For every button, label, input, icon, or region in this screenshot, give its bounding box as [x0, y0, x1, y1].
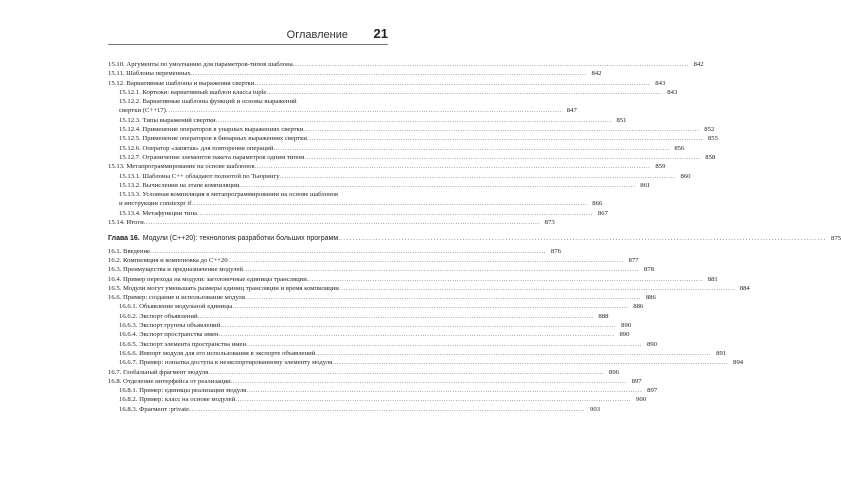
leader-dots	[239, 181, 634, 190]
toc-entry-title: 15.12.3. Типы выражений свертки	[119, 116, 216, 124]
toc-entry-page: 843	[667, 88, 678, 96]
toc-entry-title: 16.6.7. Пример: попытка доступа к неэкспортированному элементу модуля	[119, 359, 333, 367]
toc-entry[interactable]	[108, 190, 603, 209]
leader-dots	[228, 256, 623, 265]
toc-entry-page: 842	[591, 70, 602, 78]
toc-entry-title: 16.6.3. Экспорт группы объявлений	[119, 322, 221, 330]
header-section-title: Оглавление	[286, 29, 348, 41]
toc-entry[interactable]	[108, 405, 601, 414]
leader-dots	[144, 218, 539, 227]
toc-entry-page: 884	[739, 284, 750, 292]
toc-entry[interactable]	[108, 218, 555, 227]
leader-dots	[245, 293, 640, 302]
toc-entry-page: 894	[733, 359, 744, 367]
toc-entry-page: 860	[680, 172, 691, 180]
toc-entry[interactable]	[108, 144, 685, 153]
toc-entry[interactable]	[108, 79, 666, 88]
toc-entry[interactable]	[108, 172, 691, 181]
toc-entry-page: 876	[550, 247, 561, 255]
leader-dots	[293, 60, 688, 69]
toc-entry[interactable]	[108, 209, 608, 218]
leader-dots	[307, 275, 702, 284]
leader-dots	[208, 368, 603, 377]
toc-entry[interactable]	[108, 293, 656, 302]
toc-entry-page: 891	[716, 349, 727, 357]
leader-dots	[303, 125, 698, 134]
toc-entry-page: 888	[598, 312, 609, 320]
toc-entry-title: 16.8.2. Пример: класс на основе модулей	[119, 396, 236, 404]
toc-entry-page: 855	[707, 135, 718, 143]
leader-dots	[191, 199, 586, 208]
toc-entry-page: 896	[609, 368, 620, 376]
running-header	[108, 26, 388, 45]
leader-dots	[246, 340, 641, 349]
toc-entry[interactable]	[108, 60, 704, 69]
leader-dots	[246, 386, 641, 395]
toc-entry-page: 897	[631, 377, 642, 385]
leader-dots	[191, 69, 586, 78]
toc-entry[interactable]	[108, 116, 627, 125]
toc-entry-title: 16.1. Введение	[108, 247, 151, 255]
toc-entry-page: 843	[655, 79, 666, 87]
leader-dots	[232, 302, 627, 311]
leader-dots	[198, 312, 593, 321]
toc-entry-title: 15.13. Метапрограммирование на основе шаблонов	[108, 163, 255, 171]
toc-entry-title: 16.8.3. Фрагмент :private	[119, 405, 190, 413]
chapter-title: Модули (C++20): технология разработки больших программ	[142, 235, 339, 243]
toc-entry[interactable]	[108, 125, 715, 134]
toc-section-16	[108, 247, 750, 414]
toc-entry[interactable]	[108, 247, 561, 256]
leader-dots	[219, 330, 614, 339]
toc-entry[interactable]	[108, 284, 750, 293]
toc-entry-title-line1: 15.12.2. Вариативные шаблоны функций и основы выражений	[119, 98, 297, 106]
leader-dots	[197, 209, 592, 218]
toc-entry[interactable]	[108, 181, 651, 190]
toc-entry-title: 15.11. Шаблоны переменных	[108, 70, 191, 78]
leader-dots	[220, 321, 615, 330]
toc-entry-page: 842	[693, 61, 704, 68]
toc-entry-title-line2: свертки (C++17)	[119, 107, 166, 115]
toc-entry-title: 16.2. Компиляция и компоновка до C++20	[108, 256, 228, 264]
chapter-label: Глава 16.	[108, 235, 140, 243]
toc-entry-page: 851	[616, 116, 627, 124]
leader-dots	[280, 172, 675, 181]
toc-entry-title: 16.8.1. Пример: единицы реализации модуля	[119, 387, 247, 395]
toc-entry-title: 15.12.6. Оператор «запятая» для повторения операций	[119, 144, 274, 152]
leader-dots	[339, 284, 734, 293]
leader-dots	[266, 88, 661, 97]
toc-entry[interactable]	[108, 88, 678, 97]
toc-entry-title: 16.6.2. Экспорт объявлений	[119, 312, 198, 320]
toc-entry-title: 16.6.6. Импорт модуля для его использования в экспорте объявлений	[119, 349, 316, 357]
toc-entry-page: 873	[544, 219, 555, 227]
toc-entry-page: 861	[640, 181, 651, 189]
chapter-page: 875	[831, 235, 841, 243]
leader-dots	[216, 116, 611, 125]
toc-entry-title: 15.14. Итоги	[108, 219, 144, 227]
toc-entry-title: 16.6.5. Экспорт элемента пространства имен	[119, 340, 247, 348]
toc-entry-page: 858	[705, 153, 716, 161]
leader-dots	[243, 265, 638, 274]
leader-dots	[254, 162, 649, 171]
leader-dots	[338, 234, 825, 243]
toc-entry-page: 859	[655, 163, 666, 171]
toc-entry-title: 16.6.1. Объявление модульной единицы	[119, 303, 233, 311]
leader-dots	[254, 79, 649, 88]
toc-entry-title: 16.4. Пример перехода на модули: заголовочные единицы трансляции	[108, 275, 307, 283]
toc-entry-page: 856	[674, 144, 685, 152]
toc-entry-page: 890	[646, 340, 657, 348]
toc-entry-page: 903	[590, 405, 601, 413]
toc-entry[interactable]	[108, 162, 666, 171]
toc-entry-title: 16.8. Отделение интерфейса от реализации	[108, 377, 231, 385]
toc-entry[interactable]	[108, 386, 658, 395]
toc-entry[interactable]	[108, 321, 632, 330]
toc-entry-title-line2: и инструкции constexpr if	[119, 200, 192, 208]
toc-entry-title: 15.13.2. Вычисления на этапе компиляции	[119, 181, 240, 189]
leader-dots	[307, 134, 702, 143]
toc-entry-page: 867	[597, 209, 608, 217]
toc-entry[interactable]	[108, 340, 657, 349]
toc-entry-title: 15.13.1. Шаблоны C++ обладают полнотой по Тьюрингу	[119, 172, 280, 180]
toc-entry[interactable]	[108, 302, 644, 311]
toc-entry-title: 15.13.4. Метафункции типа	[119, 209, 197, 217]
leader-dots	[315, 349, 710, 358]
toc-entry-page: 890	[621, 322, 632, 330]
toc-entry-title: 15.12.7. Ограничение элементов пакета параметров одним типом	[119, 153, 305, 161]
toc-section-15	[108, 60, 718, 227]
toc-entry[interactable]	[108, 330, 630, 339]
toc-entry-title: 15.10. Аргументы по умолчанию для параметров-типов шаблона	[108, 61, 293, 68]
leader-dots	[273, 144, 668, 153]
table-of-contents	[108, 60, 841, 414]
toc-entry[interactable]	[108, 275, 718, 284]
toc-entry-page: 900	[636, 396, 647, 404]
toc-chapter-16[interactable]	[108, 234, 841, 243]
toc-entry-page: 847	[566, 107, 577, 115]
toc-entry[interactable]	[108, 153, 716, 162]
toc-entry-title: 16.5. Модули могут уменьшать размеры единиц трансляции и время компиляции	[108, 284, 339, 292]
toc-entry[interactable]	[108, 349, 727, 358]
toc-entry-title: 15.12.1. Кортежи: вариативный шаблон класса tuple	[119, 88, 267, 96]
toc-entry-page: 890	[619, 331, 630, 339]
leader-dots	[332, 358, 727, 367]
toc-entry[interactable]	[108, 265, 654, 274]
toc-entry[interactable]	[108, 395, 647, 404]
toc-entry-title: 16.6.4. Экспорт пространства имен	[119, 331, 219, 339]
toc-entry-title: 15.12.4. Применение операторов в унарных выражениях свертки	[119, 126, 304, 134]
toc-entry-page: 897	[647, 387, 658, 395]
toc-entry-title: 15.12. Вариативные шаблоны и выражения свертки	[108, 79, 255, 87]
toc-entry[interactable]	[108, 134, 718, 143]
toc-entry-page: 881	[707, 275, 718, 283]
toc-entry-title-line1: 15.13.3. Условная компиляция в метапрограммировании на основе шаблонов	[119, 191, 339, 199]
leader-dots	[304, 153, 699, 162]
toc-entry[interactable]	[108, 97, 577, 116]
toc-entry-page: 886	[645, 294, 656, 302]
leader-dots	[150, 247, 545, 256]
toc-entry-page: 886	[633, 303, 644, 311]
toc-entry-title: 16.6. Пример: создание и использование модуля	[108, 294, 245, 302]
header-page-number: 21	[373, 26, 388, 41]
toc-entry-title: 15.12.5. Применение операторов в бинарных выражениях свертки	[119, 135, 307, 143]
leader-dots	[166, 106, 561, 115]
toc-entry-title: 16.3. Преимущества и предназначение модулей	[108, 266, 243, 274]
toc-entry[interactable]	[108, 368, 620, 377]
toc-entry[interactable]	[108, 358, 744, 367]
toc-entry-page: 866	[592, 200, 603, 208]
toc-entry-page: 852	[704, 126, 715, 134]
leader-dots	[235, 395, 630, 404]
toc-entry-page: 878	[643, 266, 654, 274]
toc-entry-page: 877	[628, 256, 639, 264]
toc-entry[interactable]	[108, 377, 642, 386]
leader-dots	[231, 377, 626, 386]
leader-dots	[189, 405, 584, 414]
toc-entry[interactable]	[108, 312, 609, 321]
toc-entry-title: 16.7. Глобальный фрагмент модуля	[108, 368, 209, 376]
toc-entry[interactable]	[108, 69, 602, 78]
toc-entry[interactable]	[108, 256, 639, 265]
